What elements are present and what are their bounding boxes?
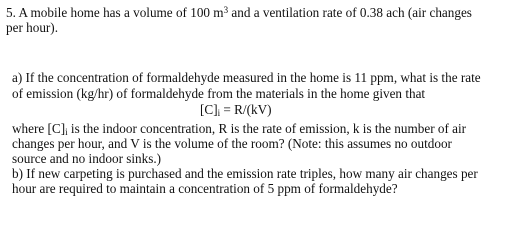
problem-line-1-tail: and a ventilation rate of 0.38 ach (air changes bbox=[228, 5, 472, 20]
formula-right: = R/(kV) bbox=[220, 102, 272, 117]
indoor-subscript: i bbox=[65, 127, 68, 137]
problem-line-1 bbox=[6, 5, 472, 20]
part-a-line-2: of emission (kg/hr) of formaldehyde from the materials in the home given that bbox=[12, 86, 426, 101]
part-b-line-2: hour are required to maintain a concentration of 5 ppm of formaldehyde? bbox=[12, 181, 398, 196]
part-a-line-5: changes per hour, and V is the volume of the room? (Note: this assumes no outdoor bbox=[12, 136, 452, 151]
formula-left: [C] bbox=[200, 102, 218, 117]
part-a-line-4-text: where [C] bbox=[12, 121, 66, 136]
part-b-line-1: b) If new carpeting is purchased and the emission rate triples, how many air changes per bbox=[12, 166, 478, 181]
part-a-line-4-tail: is the indoor concentration, R is the rate of emission, k is the number of air bbox=[67, 121, 467, 136]
problem-line-2: per hour). bbox=[6, 20, 58, 35]
cubic-superscript: 3 bbox=[223, 5, 229, 15]
part-a-line-4 bbox=[12, 121, 466, 136]
problem-line-1-text: 5. A mobile home has a volume of 100 m bbox=[6, 5, 224, 20]
formula bbox=[200, 102, 272, 117]
part-a-line-1: a) If the concentration of formaldehyde measured in the home is 11 ppm, what is the rate bbox=[12, 70, 481, 85]
part-a-line-6: source and no indoor sinks.) bbox=[12, 151, 162, 166]
formula-subscript: i bbox=[217, 108, 221, 118]
